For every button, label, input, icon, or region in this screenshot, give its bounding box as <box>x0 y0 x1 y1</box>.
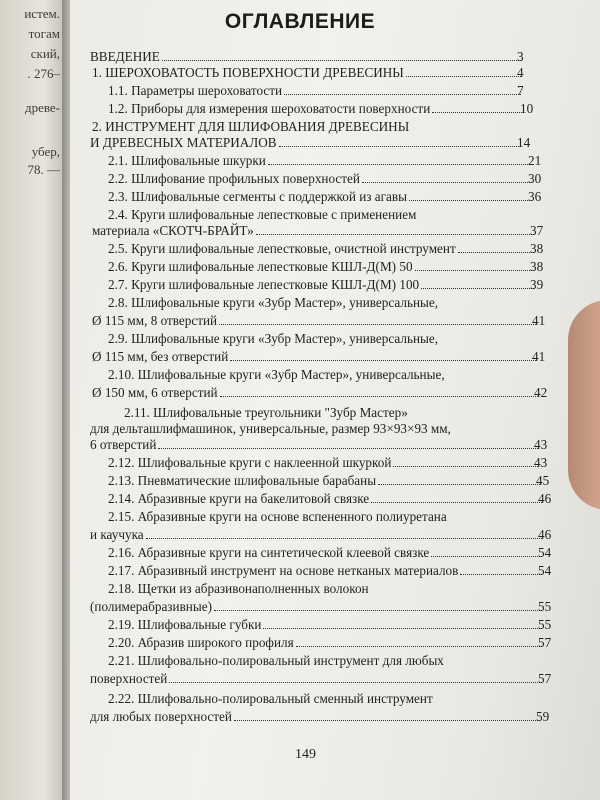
facing-text: ский, <box>30 46 60 61</box>
toc-entry-title: для дельташлифмашинок, универсальные, размер 93×93×93 мм, <box>90 421 451 436</box>
toc-entry[interactable] <box>70 580 550 597</box>
toc-entry-title: 6 отверстий <box>90 437 157 452</box>
toc-entry[interactable] <box>70 598 550 615</box>
toc-entry[interactable] <box>70 366 550 383</box>
toc-entry[interactable] <box>70 708 550 725</box>
dot-leader <box>230 348 536 361</box>
toc-entry[interactable] <box>70 690 550 707</box>
toc-entry[interactable] <box>70 404 550 421</box>
toc-page-number: 37 <box>530 223 544 238</box>
toc-entry-title: 2.8. Шлифовальные круги «Зубр Мастер», универсальные, <box>108 295 439 310</box>
toc-entry-title: 2.11. Шлифовальные треугольники "Зубр Мастер» <box>124 405 408 420</box>
facing-text: 78. — <box>27 162 60 177</box>
dot-leader <box>406 64 521 77</box>
toc-entry-title: 2.19. Шлифовальные губки <box>108 617 262 632</box>
toc-entry[interactable] <box>70 616 550 633</box>
facing-text: истем. <box>24 6 60 21</box>
dot-leader <box>409 188 532 201</box>
toc-entry-title: 2.10. Шлифовальные круги «Зубр Мастер», универсальные, <box>108 367 445 382</box>
toc-entry-title: 1.2. Приборы для измерения шероховатости поверхности <box>108 101 431 116</box>
toc-page-number: 3 <box>517 49 524 64</box>
dot-leader <box>279 134 521 147</box>
facing-text: тогам <box>28 26 60 41</box>
toc-page-number: 54 <box>538 545 552 560</box>
toc-entry-title: 2.18. Щетки из абразивонаполненных волокон <box>108 581 369 596</box>
toc-entry-title: Ø 115 мм, без отверстий <box>92 349 229 364</box>
page-number: 149 <box>295 747 316 762</box>
toc-entry[interactable] <box>70 240 550 257</box>
toc-entry-title: материала «СКОТЧ-БРАЙТ» <box>92 223 254 238</box>
toc-entry[interactable] <box>70 48 550 65</box>
toc-page-number: 14 <box>517 135 531 150</box>
toc-page-number: 41 <box>532 313 546 328</box>
dot-leader <box>415 258 534 271</box>
toc-entry-title: 2.15. Абразивные круги на основе вспененного полиуретана <box>108 509 447 524</box>
toc-entry-title: ВВЕДЕНИЕ <box>90 49 160 64</box>
toc-page-number: 30 <box>528 171 542 186</box>
dot-leader <box>220 384 538 397</box>
toc-entry-title: Ø 150 мм, 6 отверстий <box>92 385 218 400</box>
facing-text: древе- <box>24 100 60 115</box>
toc-entry-title: И ДРЕВЕСНЫХ МАТЕРИАЛОВ <box>90 135 277 150</box>
toc-entry-title: 2.7. Круги шлифовальные лепестковые КШЛ-Д(М) 100 <box>108 277 420 292</box>
book-gutter <box>62 0 70 800</box>
dot-leader <box>263 616 542 629</box>
dot-leader <box>296 634 542 647</box>
dot-leader <box>214 598 542 611</box>
toc-page-number: 10 <box>520 101 534 116</box>
dot-leader <box>219 312 536 325</box>
toc-page-number: 55 <box>538 599 552 614</box>
dot-leader <box>378 472 540 485</box>
toc-entry[interactable] <box>70 64 550 81</box>
toc-entry-title: Ø 115 мм, 8 отверстий <box>92 313 218 328</box>
dot-leader <box>284 82 521 95</box>
toc-entry-title: 2.5. Круги шлифовальные лепестковые, очистной инструмент <box>108 241 456 256</box>
toc-entry-title: (полимерабразивные) <box>90 599 212 614</box>
dot-leader <box>362 170 532 183</box>
toc-entry[interactable] <box>70 490 550 507</box>
toc-page-number: 46 <box>538 527 552 542</box>
dot-leader <box>460 562 542 575</box>
page-title: ОГЛАВЛЕНИЕ <box>224 10 376 33</box>
toc-page-number: 59 <box>536 709 550 724</box>
toc-entry[interactable] <box>70 526 550 543</box>
thumb <box>568 300 600 510</box>
toc-entry-title: 2.14. Абразивные круги на бакелитовой связке <box>108 491 370 506</box>
dot-leader <box>421 276 534 289</box>
toc-page-number: 45 <box>536 473 550 488</box>
toc-entry[interactable] <box>70 206 550 223</box>
toc-entry[interactable] <box>70 118 550 135</box>
toc-entry[interactable] <box>70 276 550 293</box>
toc-page-number: 55 <box>538 617 552 632</box>
toc-entry[interactable] <box>70 258 550 275</box>
dot-leader <box>158 436 538 449</box>
toc-entry[interactable] <box>70 294 550 311</box>
toc-page-number: 4 <box>517 65 524 80</box>
toc-entry[interactable] <box>70 472 550 489</box>
dot-leader <box>256 222 534 235</box>
toc-entry-title: 2.22. Шлифовально-полировальный сменный инструмент <box>108 691 433 706</box>
dot-leader <box>162 48 521 61</box>
toc-page-number: 7 <box>517 83 524 98</box>
toc-page-number: 43 <box>534 455 548 470</box>
toc-entry[interactable] <box>70 562 550 579</box>
toc-entry[interactable] <box>70 634 550 651</box>
toc-page-number: 21 <box>528 153 542 168</box>
toc-entry[interactable] <box>70 188 550 205</box>
toc-entry-title: поверхностей <box>90 671 168 686</box>
toc-entry[interactable] <box>70 100 550 117</box>
toc-entry[interactable] <box>70 82 550 99</box>
toc-page-number: 39 <box>530 277 544 292</box>
facing-text: . 276– <box>27 66 60 81</box>
toc-entry-title: 2. ИНСТРУМЕНТ ДЛЯ ШЛИФОВАНИЯ ДРЕВЕСИНЫ <box>92 119 410 134</box>
toc-page-number: 54 <box>538 563 552 578</box>
toc-entry[interactable] <box>70 454 550 471</box>
toc-entry-title: 2.4. Круги шлифовальные лепестковые с применением <box>108 207 417 222</box>
toc-entry-title: 2.1. Шлифовальные шкурки <box>108 153 266 168</box>
toc-entry[interactable] <box>70 134 550 151</box>
dot-leader <box>371 490 542 503</box>
toc-entry[interactable] <box>70 222 550 239</box>
dot-leader <box>393 454 538 467</box>
toc-page-number: 57 <box>538 635 552 650</box>
toc-page-number: 38 <box>530 259 544 274</box>
toc-page-number: 36 <box>528 189 542 204</box>
dot-leader <box>458 240 534 253</box>
toc-entry[interactable] <box>70 384 550 401</box>
dot-leader <box>431 544 542 557</box>
toc-entry[interactable] <box>70 420 550 437</box>
facing-page <box>0 0 62 800</box>
toc-page-number: 43 <box>534 437 548 452</box>
toc-entry-title: 2.9. Шлифовальные круги «Зубр Мастер», универсальные, <box>108 331 439 346</box>
toc-entry[interactable] <box>70 670 550 687</box>
toc-page-number: 57 <box>538 671 552 686</box>
dot-leader <box>432 100 524 113</box>
toc-page-number: 42 <box>534 385 548 400</box>
toc-entry[interactable] <box>70 330 550 347</box>
facing-text: убер, <box>31 144 60 159</box>
toc-entry-title: 2.17. Абразивный инструмент на основе нетканых материалов <box>108 563 459 578</box>
toc-entry-title: 2.13. Пневматические шлифовальные барабаны <box>108 473 377 488</box>
toc-entry-title: для любых поверхностей <box>90 709 232 724</box>
dot-leader <box>169 670 542 683</box>
toc-entry-title: 2.16. Абразивные круги на синтетической клеевой связке <box>108 545 430 560</box>
toc-entry[interactable] <box>70 436 550 453</box>
toc-entry[interactable] <box>70 652 550 669</box>
toc-entry-title: 2.2. Шлифование профильных поверхностей <box>108 171 360 186</box>
toc-page-number: 46 <box>538 491 552 506</box>
toc-entry[interactable] <box>70 508 550 525</box>
toc-entry[interactable] <box>70 170 550 187</box>
toc-entry-title: 2.3. Шлифовальные сегменты с поддержкой из агавы <box>108 189 407 204</box>
toc-entry-title: 2.12. Шлифовальные круги с наклеенной шкуркой <box>108 455 392 470</box>
toc-entry-title: 1.1. Параметры шероховатости <box>108 83 283 98</box>
toc-entry[interactable] <box>70 152 550 169</box>
toc-entry-title: 1. ШЕРОХОВАТОСТЬ ПОВЕРХНОСТИ ДРЕВЕСИНЫ <box>92 65 404 80</box>
toc-page-number: 38 <box>530 241 544 256</box>
toc-entry[interactable] <box>70 312 550 329</box>
dot-leader <box>146 526 542 539</box>
toc-entry[interactable] <box>70 348 550 365</box>
toc-entry-title: 2.6. Круги шлифовальные лепестковые КШЛ-Д(М) 50 <box>108 259 413 274</box>
dot-leader <box>268 152 532 165</box>
toc-entry[interactable] <box>70 544 550 561</box>
book-page <box>70 0 600 800</box>
toc-entry-title: 2.21. Шлифовально-полировальный инструмент для любых <box>108 653 444 668</box>
toc-entry-title: 2.20. Абразив широкого профиля <box>108 635 294 650</box>
toc-entry-title: и каучука <box>90 527 144 542</box>
toc-page-number: 41 <box>532 349 546 364</box>
dot-leader <box>234 708 540 721</box>
